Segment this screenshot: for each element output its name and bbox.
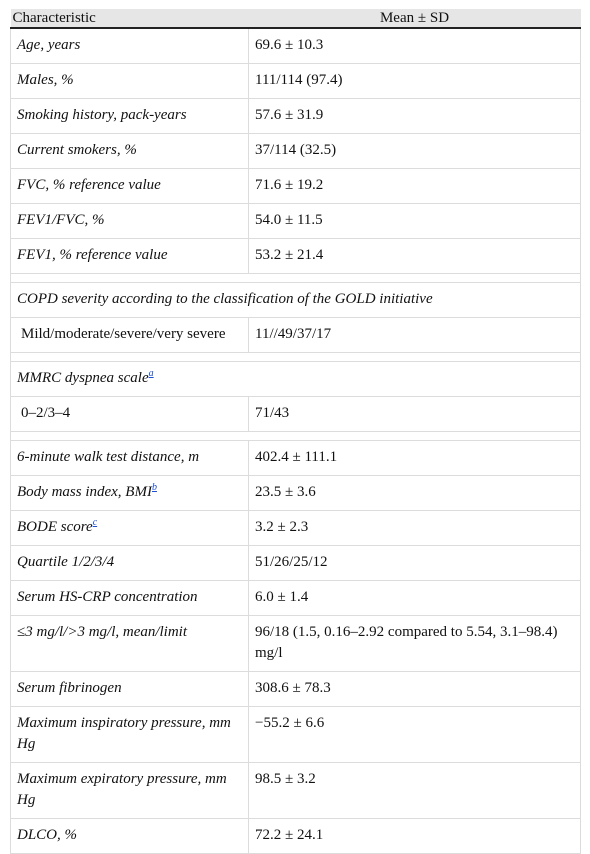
- table-container: [10, 9, 580, 854]
- table-row: [11, 64, 581, 99]
- spacer-cell: [11, 353, 581, 362]
- table-row: [11, 672, 581, 707]
- row-label-text: BODE score: [17, 519, 93, 535]
- row-value: 57.6 ± 31.9: [249, 99, 581, 134]
- row-label: FVC, % reference value: [11, 169, 249, 204]
- characteristics-table: [10, 9, 581, 854]
- header-mean-sd: Mean ± SD: [249, 9, 581, 28]
- row-label: FEV1/FVC, %: [11, 204, 249, 239]
- row-value: 71/43: [249, 397, 581, 432]
- row-label: Mild/moderate/severe/very severe: [11, 318, 249, 353]
- table-header: [11, 9, 581, 28]
- row-value: 308.6 ± 78.3: [249, 672, 581, 707]
- spacer-row: [11, 274, 581, 283]
- footnote-link[interactable]: c: [92, 517, 98, 528]
- row-value: 11//49/37/17: [249, 318, 581, 353]
- row-label: Serum HS-CRP concentration: [11, 581, 249, 616]
- row-value: 69.6 ± 10.3: [249, 28, 581, 64]
- section-label-text: MMRC dyspnea scale: [17, 370, 149, 386]
- row-value: 72.2 ± 24.1: [249, 819, 581, 854]
- row-label: Current smokers, %: [11, 134, 249, 169]
- row-value: 53.2 ± 21.4: [249, 239, 581, 274]
- row-label: 0–2/3–4: [11, 397, 249, 432]
- table-row: [11, 763, 581, 819]
- row-value: 402.4 ± 111.1: [249, 441, 581, 476]
- row-label: Maximum expiratory pressure, mm Hg: [11, 763, 249, 819]
- header-characteristic: Characteristic: [11, 9, 249, 28]
- row-value: 71.6 ± 19.2: [249, 169, 581, 204]
- table-row: [11, 239, 581, 274]
- row-label: [11, 511, 249, 546]
- row-label: Serum fibrinogen: [11, 672, 249, 707]
- table-row: [11, 397, 581, 432]
- table-row: [11, 511, 581, 546]
- row-label: Smoking history, pack-years: [11, 99, 249, 134]
- table-row: [11, 28, 581, 64]
- row-value: 23.5 ± 3.6: [249, 476, 581, 511]
- footnote-link[interactable]: b: [151, 482, 157, 493]
- table-row: [11, 546, 581, 581]
- spacer-cell: [11, 432, 581, 441]
- row-value: 98.5 ± 3.2: [249, 763, 581, 819]
- table-row: [11, 134, 581, 169]
- row-label: ≤3 mg/l/>3 mg/l, mean/limit: [11, 616, 249, 672]
- row-value: 6.0 ± 1.4: [249, 581, 581, 616]
- table-row: [11, 616, 581, 672]
- table-row: [11, 204, 581, 239]
- table-row: [11, 707, 581, 763]
- table-row: [11, 441, 581, 476]
- row-label: FEV1, % reference value: [11, 239, 249, 274]
- spacer-row: [11, 353, 581, 362]
- table-row: [11, 819, 581, 854]
- row-label: 6-minute walk test distance, m: [11, 441, 249, 476]
- section-label-gold: COPD severity according to the classification of the GOLD initiative: [11, 283, 581, 318]
- table-row: [11, 169, 581, 204]
- section-label-mmrc: [11, 362, 581, 397]
- row-label: Maximum inspiratory pressure, mm Hg: [11, 707, 249, 763]
- row-label-text: Body mass index, BMI: [17, 484, 152, 500]
- row-value: −55.2 ± 6.6: [249, 707, 581, 763]
- table-row: [11, 318, 581, 353]
- row-value: 96/18 (1.5, 0.16–2.92 compared to 5.54, 3.1–98.4) mg/l: [249, 616, 581, 672]
- row-value: 37/114 (32.5): [249, 134, 581, 169]
- row-value: 51/26/25/12: [249, 546, 581, 581]
- row-label: DLCO, %: [11, 819, 249, 854]
- row-value: 3.2 ± 2.3: [249, 511, 581, 546]
- row-label: [11, 476, 249, 511]
- row-value: 111/114 (97.4): [249, 64, 581, 99]
- spacer-cell: [11, 274, 581, 283]
- section-row-gold: [11, 283, 581, 318]
- row-label: Age, years: [11, 28, 249, 64]
- table-row: [11, 581, 581, 616]
- row-label: Males, %: [11, 64, 249, 99]
- row-value: 54.0 ± 11.5: [249, 204, 581, 239]
- table-row: [11, 476, 581, 511]
- spacer-row: [11, 432, 581, 441]
- section-row-mmrc: [11, 362, 581, 397]
- row-label: Quartile 1/2/3/4: [11, 546, 249, 581]
- footnote-link[interactable]: a: [148, 368, 154, 379]
- table-row: [11, 99, 581, 134]
